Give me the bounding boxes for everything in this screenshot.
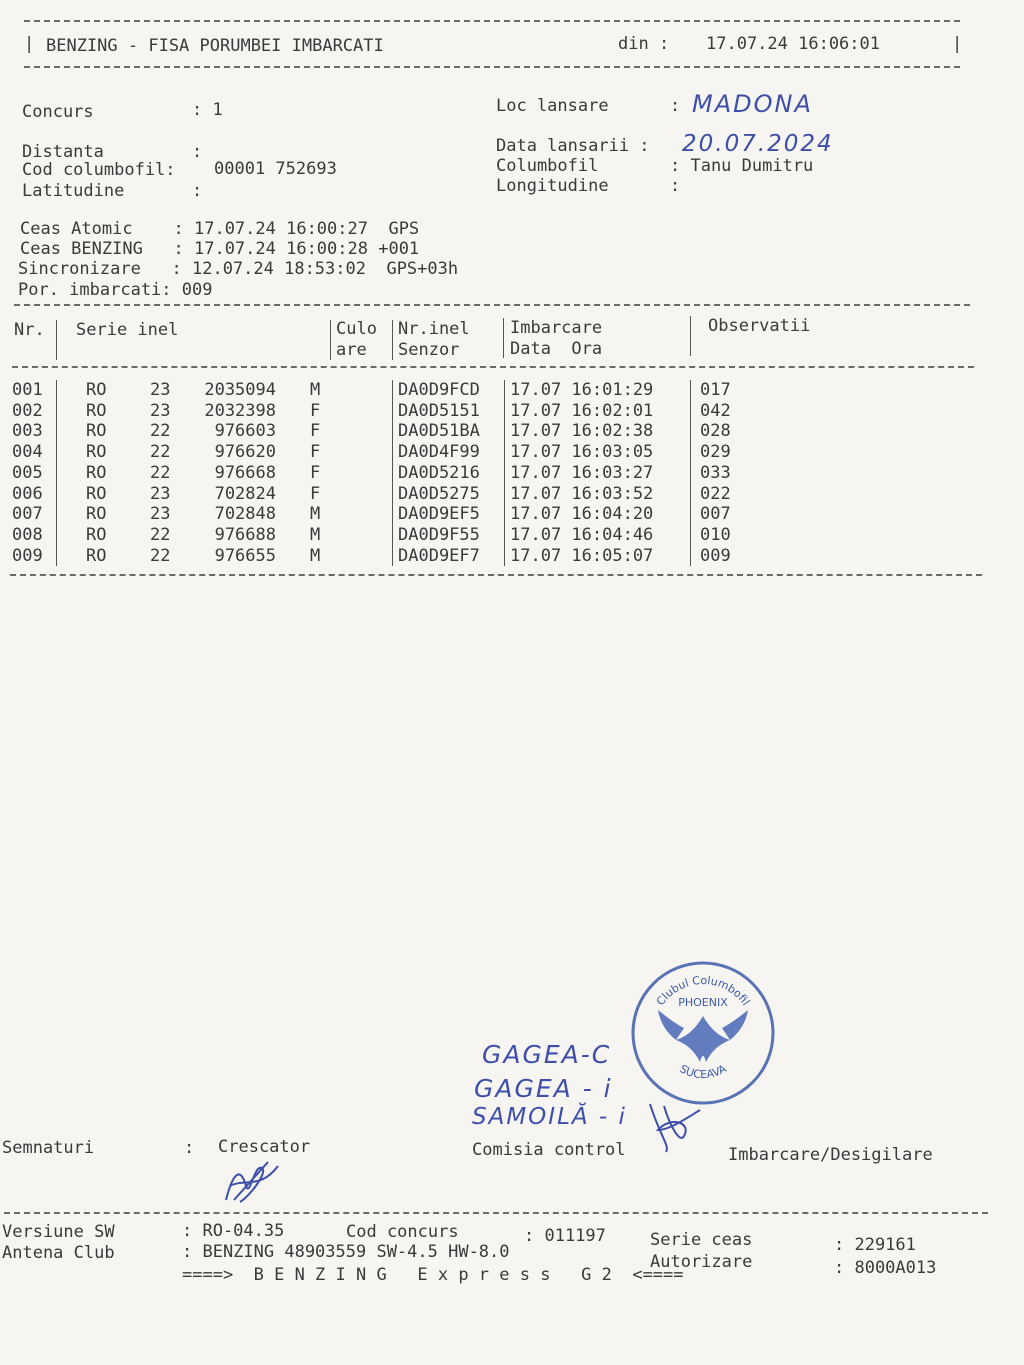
row-country: RO (86, 462, 107, 483)
row-sex: F (310, 400, 321, 421)
row-nr: 004 (12, 442, 43, 463)
autorizare-value: : 8000A013 (834, 1258, 937, 1278)
row-country: RO (86, 524, 107, 545)
autorizare-label: Autorizare (650, 1252, 753, 1272)
row-country: RO (86, 421, 107, 442)
row-ring-number: 976620 (214, 442, 276, 463)
row-observatii: 010 (700, 524, 731, 545)
row-sex: M (310, 504, 321, 525)
por-imbarcati-line: Por. imbarcati: 009 (18, 280, 213, 300)
phoenix-club-stamp (628, 958, 778, 1108)
columbofil-label: Columbofil (496, 156, 599, 176)
versiune-sw-label: Versiune SW (2, 1222, 115, 1242)
row-observatii: 022 (700, 483, 731, 504)
row-nr: 001 (12, 380, 43, 400)
header-separator (56, 320, 57, 360)
row-ring-number: 976655 (214, 545, 276, 566)
header-separator (503, 318, 504, 358)
serie-ceas-value: : 229161 (834, 1235, 916, 1255)
data-lansarii-handwritten: 20.07.2024 (682, 131, 834, 157)
col-header-imbarcare-1: Imbarcare (510, 318, 603, 338)
table-row (0, 380, 1000, 400)
cod-concurs-value: : 011197 (524, 1226, 606, 1246)
row-sensor-id: DA0D9F55 (398, 524, 480, 545)
semnaturi-label: Semnaturi (2, 1138, 95, 1158)
row-boarding-datetime: 17.07 16:04:20 (510, 504, 654, 525)
stamp-phoenix-text: PHOENIX (678, 996, 728, 1009)
row-separator (392, 380, 393, 566)
col-header-observatii: Observatii (708, 316, 811, 336)
row-separator (56, 380, 57, 566)
header-separator (392, 320, 393, 360)
cod-concurs-label: Cod concurs (346, 1222, 459, 1242)
versiune-sw-value: : RO-04.35 (182, 1221, 285, 1241)
crescator-label: Crescator (218, 1137, 311, 1157)
row-sensor-id: DA0D4F99 (398, 442, 480, 463)
header-top-divider (24, 20, 960, 22)
table-row (0, 525, 1000, 545)
row-observatii: 028 (700, 421, 731, 442)
table-row (0, 463, 1000, 483)
row-country: RO (86, 483, 107, 504)
serie-ceas-label: Serie ceas (650, 1230, 753, 1250)
col-header-imbarcare-2: Data Ora (510, 339, 603, 359)
distanta-label: Distanta (22, 142, 104, 162)
row-boarding-datetime: 17.07 16:02:01 (510, 400, 654, 421)
row-country: RO (86, 545, 107, 566)
table-bottom-divider (10, 574, 982, 576)
row-observatii: 042 (700, 400, 731, 421)
row-sensor-id: DA0D5216 (398, 462, 480, 483)
row-boarding-datetime: 17.07 16:05:07 (510, 545, 654, 566)
row-nr: 007 (12, 504, 43, 525)
row-sensor-id: DA0D9FCD (398, 380, 480, 400)
row-sensor-id: DA0D5151 (398, 400, 480, 421)
row-sex: M (310, 524, 321, 545)
handwritten-name-3: SAMOILĂ - i (472, 1104, 627, 1130)
loc-lansare-sep: : (670, 96, 681, 116)
sincronizare-line: Sincronizare : 12.07.24 18:53:02 GPS+03h (18, 259, 459, 279)
row-year: 23 (150, 483, 171, 504)
row-ring-number: 976688 (214, 524, 276, 545)
row-year: 22 (150, 442, 171, 463)
row-ring-number: 2035094 (204, 380, 276, 400)
row-country: RO (86, 400, 107, 421)
row-ring-number: 702848 (214, 504, 276, 525)
col-header-culoare-2: are (336, 340, 367, 360)
row-nr: 009 (12, 545, 43, 566)
data-lansarii-label: Data lansarii : (496, 136, 650, 156)
cod-columbofil-value: 00001 752693 (214, 159, 337, 179)
row-year: 23 (150, 504, 171, 525)
row-sensor-id: DA0D51BA (398, 421, 480, 442)
row-sensor-id: DA0D9EF7 (398, 545, 480, 566)
row-observatii: 007 (700, 504, 731, 525)
control-signature-icon (640, 1096, 710, 1156)
svg-text:SUCEAVA (677, 1062, 729, 1081)
row-year: 22 (150, 524, 171, 545)
row-boarding-datetime: 17.07 16:02:38 (510, 421, 654, 442)
handwritten-name-1: GAGEA-C (482, 1040, 612, 1069)
row-sex: M (310, 545, 321, 566)
table-row (0, 401, 1000, 421)
concurs-label: Concurs (22, 102, 94, 122)
antena-club-value: : BENZING 48903559 SW-4.5 HW-8.0 (182, 1242, 510, 1262)
benzing-express-banner: ====> B E N Z I N G E x p r e s s G 2 <==== (182, 1265, 684, 1285)
row-year: 22 (150, 545, 171, 566)
row-nr: 008 (12, 524, 43, 545)
table-row (0, 442, 1000, 462)
row-boarding-datetime: 17.07 16:03:27 (510, 462, 654, 483)
stamp-city-text: SUCEAVA (677, 1062, 729, 1082)
date-label: din : (618, 34, 670, 54)
row-nr: 006 (12, 483, 43, 504)
row-year: 22 (150, 462, 171, 483)
row-nr: 003 (12, 421, 43, 442)
col-header-nr: Nr. (14, 320, 45, 340)
col-header-nrinel-1: Nr.inel (398, 319, 470, 339)
row-sensor-id: DA0D9EF5 (398, 504, 480, 525)
header-separator (330, 320, 331, 360)
row-sex: F (310, 483, 321, 504)
loc-lansare-label: Loc lansare (496, 96, 609, 116)
row-nr: 002 (12, 400, 43, 421)
row-year: 23 (150, 400, 171, 421)
footer-top-divider (4, 1212, 988, 1214)
longitudine-value: : (670, 176, 681, 196)
header-left-bar: | (24, 34, 35, 54)
loc-lansare-handwritten: MADONA (692, 90, 813, 118)
col-header-serie: Serie inel (76, 320, 179, 340)
document-title: BENZING - FISA PORUMBEI IMBARCATI (46, 36, 384, 56)
row-ring-number: 702824 (214, 483, 276, 504)
header-right-bar: | (952, 34, 963, 54)
stamp-club-text: Clubul Columbofil (653, 973, 753, 1008)
row-sex: F (310, 442, 321, 463)
crescator-signature-icon (220, 1156, 284, 1208)
row-boarding-datetime: 17.07 16:03:52 (510, 483, 654, 504)
table-top-divider (14, 304, 970, 306)
antena-club-label: Antena Club (2, 1243, 115, 1263)
ceas-atomic-line: Ceas Atomic : 17.07.24 16:00:27 GPS (20, 219, 420, 239)
row-boarding-datetime: 17.07 16:03:05 (510, 442, 654, 463)
handwritten-name-2: GAGEA - i (474, 1074, 613, 1103)
row-observatii: 009 (700, 545, 731, 566)
table-row (0, 546, 1000, 566)
row-sex: F (310, 421, 321, 442)
columbofil-value: : Tanu Dumitru (670, 156, 814, 176)
row-ring-number: 2032398 (204, 400, 276, 421)
header-bottom-divider (24, 66, 960, 68)
col-header-nrinel-2: Senzor (398, 340, 460, 360)
semnaturi-sep: : (184, 1138, 195, 1158)
row-observatii: 033 (700, 462, 731, 483)
row-sex: M (310, 380, 321, 400)
row-ring-number: 976603 (214, 421, 276, 442)
print-datetime: 17.07.24 16:06:01 (706, 34, 880, 54)
ceas-benzing-line: Ceas BENZING : 17.07.24 16:00:28 +001 (20, 239, 420, 259)
longitudine-label: Longitudine (496, 176, 609, 196)
distanta-value: : (192, 142, 203, 162)
row-boarding-datetime: 17.07 16:04:46 (510, 524, 654, 545)
phoenix-bird-icon (658, 1010, 748, 1062)
row-sex: F (310, 462, 321, 483)
row-ring-number: 976668 (214, 462, 276, 483)
row-year: 22 (150, 421, 171, 442)
cod-columbofil-label: Cod columbofil: (22, 160, 176, 180)
table-row (0, 421, 1000, 441)
imbarcare-desigilare-label: Imbarcare/Desigilare (728, 1145, 933, 1165)
row-sensor-id: DA0D5275 (398, 483, 480, 504)
row-year: 23 (150, 380, 171, 400)
comisia-control-label: Comisia control (472, 1140, 626, 1160)
concurs-value: : 1 (192, 100, 223, 120)
table-header-divider (12, 366, 974, 368)
table-row (0, 484, 1000, 504)
row-observatii: 017 (700, 380, 731, 400)
header-separator (690, 316, 691, 356)
row-country: RO (86, 504, 107, 525)
row-country: RO (86, 442, 107, 463)
latitudine-label: Latitudine (22, 181, 125, 201)
row-country: RO (86, 380, 107, 400)
row-separator (690, 380, 691, 566)
col-header-culoare-1: Culo (336, 319, 377, 339)
row-boarding-datetime: 17.07 16:01:29 (510, 380, 654, 400)
row-nr: 005 (12, 462, 43, 483)
table-row (0, 504, 1000, 524)
row-separator (504, 380, 505, 566)
latitudine-value: : (192, 181, 203, 201)
row-observatii: 029 (700, 442, 731, 463)
